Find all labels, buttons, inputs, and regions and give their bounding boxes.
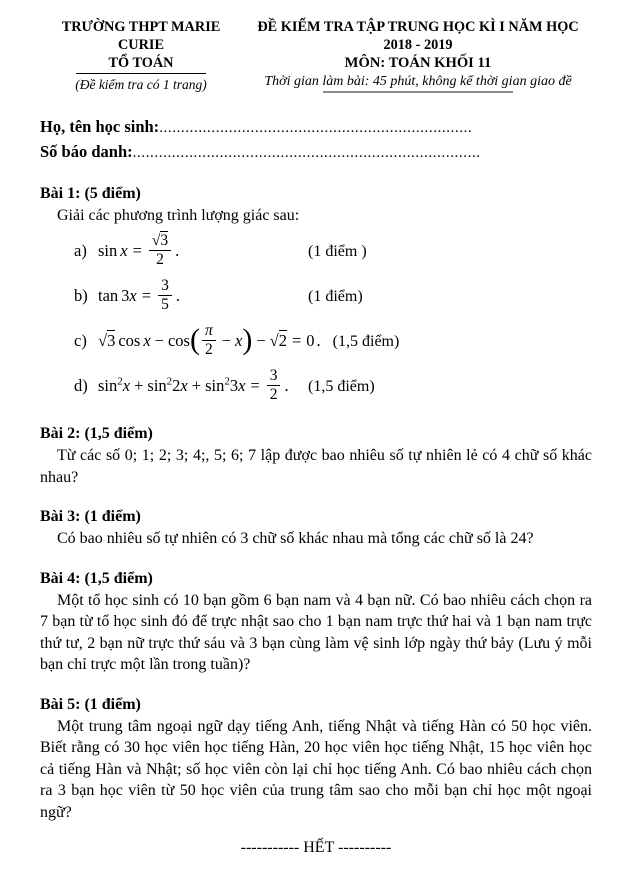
problem-4-body: Một tổ học sinh có 10 bạn gồm 6 bạn nam và 4 bạn nữ. Có bao nhiêu cách chọn ra 7 bạn từ tổ học sinh đó để trực nhật sao cho 1 bạn nam trực thứ hai và 1 bạn nam trực thứ tư, 2 bạn nữ trực thứ sáu và 3 bạn cùng làm vệ sinh lớp ngày thứ bảy (Lưu ý mỗi bạn chỉ trực một lần trong tuần)?	[40, 591, 592, 674]
eq-d-var-2: x	[180, 375, 188, 395]
student-name-label: Họ, tên học sinh:	[40, 117, 160, 136]
exam-title: ĐỀ KIỂM TRA TẬP TRUNG HỌC KÌ I NĂM HỌC 2018 - 2019	[257, 19, 579, 53]
eq-d-sup-3: 2	[224, 375, 230, 388]
page-note: (Đề kiểm tra có 1 trang)	[75, 77, 207, 92]
sqrt-sign: √	[269, 330, 279, 350]
school-block	[40, 18, 242, 94]
eq-c-radicand-2: 2	[278, 330, 287, 350]
exam-duration-note: Thời gian làm bài: 45 phút, không kể thời gian giao đề	[264, 74, 572, 89]
part-c-points: (1,5 điểm)	[332, 332, 400, 350]
eq-c-rel: =	[291, 330, 302, 350]
eq-d-rel: =	[250, 375, 260, 395]
eq-d-coef-2: 2	[172, 375, 181, 395]
eq-d-num: 3	[267, 367, 281, 386]
eq-c-den: 2	[204, 340, 213, 358]
eq-b-coef: 3	[121, 286, 130, 306]
duration-underline	[323, 91, 513, 93]
student-fields	[40, 115, 592, 165]
eq-a-func: sin	[98, 241, 118, 261]
student-name-line	[40, 115, 592, 140]
eq-b-func: tan	[98, 286, 119, 306]
department-name: TỔ TOÁN	[76, 54, 205, 74]
problem-5-title: Bài 5: (1 điểm)	[40, 695, 141, 713]
eq-a-fraction	[149, 232, 171, 269]
eq-d-var-1: x	[122, 375, 131, 395]
problem-4-title: Bài 4: (1,5 điểm)	[40, 569, 153, 587]
problem-2-body: Từ các số 0; 1; 2; 3; 4;, 5; 6; 7 lập được bao nhiêu số tự nhiên lẻ có 4 chữ số khác nhau?	[40, 447, 592, 486]
problem-1-title: Bài 1: (5 điểm)	[40, 185, 141, 202]
problem-2	[40, 423, 592, 488]
sqrt-sign: √	[151, 232, 161, 249]
part-c-label: c)	[74, 330, 87, 350]
eq-c-var-2: x	[235, 330, 243, 350]
eq-c-minus-2: −	[221, 330, 232, 350]
eq-c-func-2: cos	[167, 330, 190, 350]
eq-a-var: x	[120, 241, 128, 261]
end-marker: ----------- HẾT ----------	[240, 839, 392, 857]
exam-header	[40, 18, 592, 94]
student-name-blank: ........................................................................	[159, 120, 473, 136]
part-b-points: (1 điểm)	[308, 288, 363, 306]
eq-b-period: .	[175, 286, 180, 306]
eq-d-sup-1: 2	[117, 375, 123, 388]
eq-b-num: 3	[158, 277, 172, 296]
part-a-points: (1 điểm )	[308, 243, 367, 261]
equation-d	[98, 366, 308, 406]
eq-d-plus-1: +	[134, 375, 144, 395]
part-d-points: (1,5 điểm)	[308, 377, 375, 395]
problem-1d-row	[74, 366, 592, 406]
eq-d-var-3: x	[238, 375, 246, 395]
part-b-label: b)	[74, 286, 88, 306]
exam-subject: MÔN: TOÁN KHỐI 11	[344, 55, 492, 71]
problem-1c-row	[74, 321, 592, 361]
student-id-label: Số báo danh:	[40, 142, 133, 161]
eq-c-var-1: x	[143, 330, 151, 350]
eq-b-fraction	[158, 277, 172, 314]
eq-b-den: 5	[161, 295, 169, 313]
eq-d-den: 2	[269, 385, 278, 403]
eq-c-rparen: )	[242, 323, 253, 357]
eq-a-radicand: 3	[160, 232, 169, 249]
eq-b-var: x	[129, 286, 137, 306]
eq-c-func-1: cos	[118, 330, 141, 350]
problem-1b-row	[74, 276, 592, 316]
problem-1-intro: Giải các phương trình lượng giác sau:	[57, 207, 300, 224]
eq-c-minus-1: −	[154, 330, 164, 350]
part-a-label: a)	[74, 241, 87, 261]
problem-1	[40, 183, 592, 405]
eq-d-plus-2: +	[191, 375, 202, 395]
student-id-blank: ................................................................................	[132, 145, 481, 161]
eq-c-pi: π	[202, 322, 216, 341]
department-wrap	[40, 54, 242, 74]
equation-b	[98, 276, 308, 316]
problem-3-body: Có bao nhiêu số tự nhiên có 3 chữ số khác nhau mà tổng các chữ số là 24?	[57, 530, 534, 548]
problem-5-body: Một trung tâm ngoại ngữ dạy tiếng Anh, tiếng Nhật và tiếng Hàn có 50 học viên. Biết rằng có 30 học viên học tiếng Hàn, 20 học viên học tiếng Nhật, 15 học viên học cả tiếng Hàn và Nhật; số học viên còn lại chỉ học tiếng Anh. Có bao nhiêu cách chọn ra 3 bạn học viên từ 50 học viên của trung tâm sao cho mỗi bạn chỉ học một ngoại ngữ?	[40, 717, 592, 821]
problem-3	[40, 506, 592, 550]
school-name: TRƯỜNG THPT MARIE CURIE	[61, 19, 221, 53]
problem-1a-row	[74, 234, 592, 271]
student-id-line	[40, 140, 592, 165]
problem-4	[40, 568, 592, 676]
eq-c-lparen: (	[189, 323, 200, 357]
eq-a-rel: =	[132, 241, 142, 261]
eq-c-radicand-1: 3	[107, 330, 116, 350]
equation-c	[98, 321, 333, 361]
eq-c-zero: 0	[306, 330, 315, 350]
part-d-label: d)	[74, 375, 88, 395]
eq-d-func-1: sin	[98, 375, 118, 395]
eq-d-func-2: sin	[147, 375, 167, 395]
problem-3-title: Bài 3: (1 điểm)	[40, 508, 141, 526]
sqrt-sign: √	[98, 330, 108, 350]
problem-2-title: Bài 2: (1,5 điểm)	[40, 425, 153, 443]
eq-d-func-3: sin	[205, 375, 225, 395]
exam-title-block	[242, 18, 592, 93]
eq-c-period: .	[316, 330, 321, 350]
eq-d-sup-2: 2	[166, 375, 173, 388]
eq-d-period: .	[284, 375, 289, 395]
eq-a-period: .	[175, 241, 180, 261]
equation-a	[98, 234, 308, 271]
eq-c-fraction	[202, 322, 216, 359]
eq-b-rel: =	[141, 286, 152, 306]
eq-c-minus-3: −	[256, 330, 266, 350]
problem-5	[40, 694, 592, 824]
eq-d-fraction	[267, 367, 281, 404]
eq-d-coef-3: 3	[229, 375, 239, 395]
eq-a-den: 2	[156, 251, 164, 269]
